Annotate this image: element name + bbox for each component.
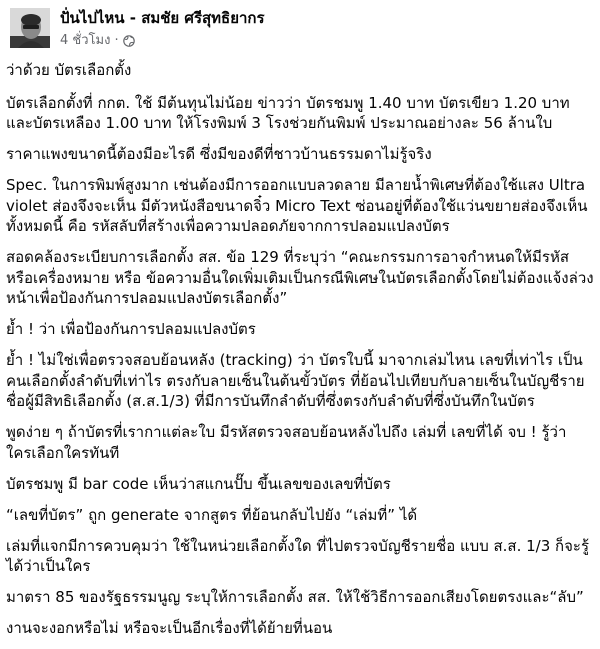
meta-separator: · — [114, 33, 119, 48]
post-paragraph: ย้ำ ! ไม่ใช่เพื่อตรวจสอบย้อนหลัง (tracking) ว่า บัตรใบนี้ มาจากเล่มไหน เลขที่เท่าไร เป็นคนเลือกตั้งลำดับที่เท่าไร ตรงกับลายเซ็นในต้นขั้วบัตร ที่ย้อนไปเทียบกับลายเซ็นในบัญชีรายชื่อผู้มีสิทธิเลือกตั้ง (ส.ส.1/3) ที่มีการบันทึกลำดับที่ซึ่งตรงกับลำดับที่ซึ่งบันทึกในบัตร — [6, 351, 585, 410]
post-paragraph: ว่าด้วย บัตรเลือกตั้ง — [6, 61, 132, 79]
post-body — [6, 60, 594, 649]
post-meta — [60, 33, 135, 49]
post-paragraph: ราคาแพงขนาดนี้ต้องมีอะไรดี ซึ่งมีของดีที่ชาวบ้านธรรมดาไม่รู้จริง — [6, 145, 432, 163]
author-name-link[interactable]: ปั่นไปไหน - สมชัย ศรีสุทธิยากร — [60, 9, 265, 27]
profile-photo-icon — [10, 8, 50, 48]
post-paragraph: พูดง่าย ๆ ถ้าบัตรที่เรากาแต่ละใบ มีรหัสตรวจสอบย้อนหลังไปถึง เล่มที่ เลขที่ได้ จบ ! รู้ว่า ใครเลือกใครทันที — [6, 423, 567, 462]
post-paragraph: มาตรา 85 ของรัฐธรรมนูญ ระบุให้การเลือกตั้ง สส. ให้ใช้วิธีการออกเสียงโดยตรงและ“ลับ” — [6, 588, 584, 606]
post-paragraph: บัตรชมพู มี bar code เห็นว่าสแกนปั๊บ ขึ้นเลขของเลขที่บัตร — [6, 474, 391, 493]
post-paragraph: บัตรเลือกตั้งที่ กกต. ใช้ มีต้นทุนไม่น้อย ข่าวว่า บัตรชมพู 1.40 บาท บัตรเขียว 1.20 บาทและบัตรเหลือง 1.00 บาท ให้โรงพิมพ์ 3 โรงช่วยกันพิมพ์ ประมาณอย่างละ 56 ล้านใบ — [6, 93, 570, 132]
globe-icon[interactable] — [123, 35, 135, 47]
post-paragraph: Spec. ในการพิมพ์สูงมาก เช่นต้องมีการออกแบบลวดลาย มีลายน้ำพิเศษที่ต้องใช้แสง Ultra violet ส่องจึงจะเห็น มีตัวหนังสือขนาดจิ๋ว Micro Text ซ่อนอยู่ที่ต้องใช้แว่นขยายส่องจึงเห็น ทั้งหมดนี้ คือ รหัสลับที่สร้างเพื่อความปลอดภัยจากการปลอมแปลงบัตร — [6, 176, 588, 235]
post-paragraph: ย้ำ ! ว่า เพื่อป้องกันการปลอมแปลงบัตร — [6, 320, 256, 338]
avatar[interactable] — [10, 8, 50, 48]
post-paragraph: เล่มที่แจกมีการควบคุมว่า ใช้ในหน่วยเลือกตั้งใด ที่ไปตรวจบัญชีรายชื่อ แบบ ส.ส. 1/3 ก็จะรู้ได้ว่าเป็นใคร — [6, 536, 590, 575]
post-timestamp[interactable]: 4 ชั่วโมง — [60, 33, 111, 48]
post-paragraph: “เลขที่บัตร” ถูก generate จากสูตร ที่ย้อนกลับไปยัง “เล่มที่” ได้ — [6, 505, 418, 524]
post-paragraph: สอดคล้องระเบียบการเลือกตั้ง สส. ข้อ 129 ที่ระบุว่า “คณะกรรมการอาจกำหนดให้มีรหัส หรือเครื่องหมาย หรือ ข้อความอื่นใดเพิ่มเติมเป็นกรณีพิเศษในบัตรเลือกตั้งโดยไม่ต้องแจ้งล่วงหน้าเพื่อป้องกันการปลอมแปลงบัตรเลือกตั้ง” — [6, 248, 594, 307]
post-header — [0, 0, 600, 60]
post-paragraph: งานจะงอกหรือไม่ หรือจะเป็นอีกเรื่องที่ได้ย้ายที่นอน — [6, 619, 333, 637]
